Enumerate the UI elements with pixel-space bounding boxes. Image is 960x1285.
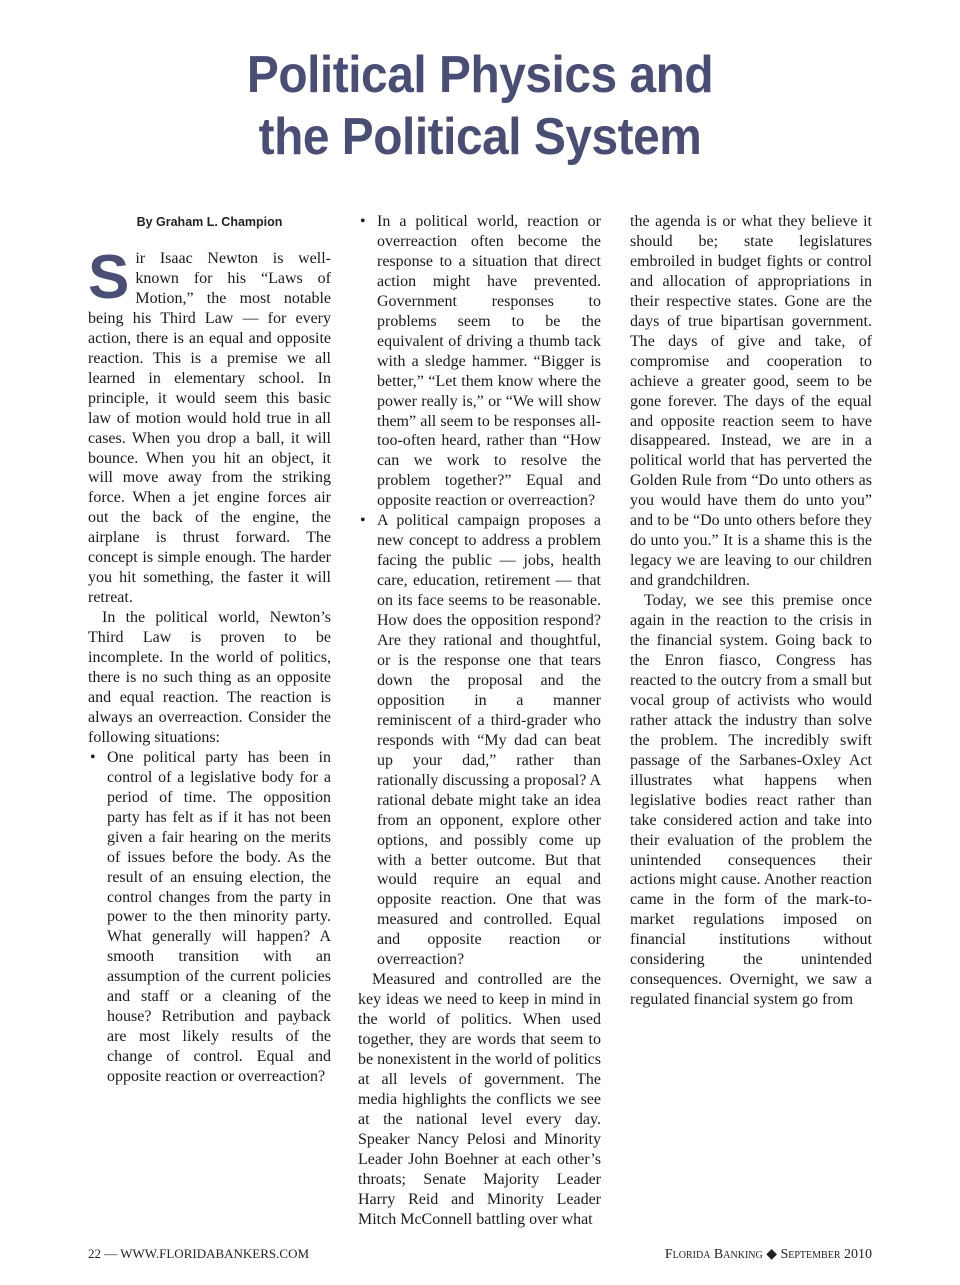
footer-page-url: 22 — WWW.FLORIDABANKERS.COM <box>88 1246 310 1261</box>
paragraph-newton-incomplete: In the political world, Newton’s Third Law is proven to be incomplete. In the world of politics, there is no such thing as an opposite and equal reaction. The reaction is always an overreaction. Consider the following situations: <box>88 609 331 746</box>
column-2 <box>358 212 601 1230</box>
paragraph-measured-controlled-cont: the agenda is or what they believe it should be; state legislatures embroiled in budget fights or control and allocation of appropriations in their respective states. Gone are the days of true bipartisan government. The days of give and take, of compromise and cooperation to achieve a greater good, seem to be gone forever. The days of the equal and opposite reaction seem to have disappeared. Instead, we are in a political world that has perverted the Golden Rule from “Do unto others as you would have them do unto you” and to be “Do unto others before they do unto you.” It is a shame this is the legacy we are leaving to our children and grandchildren. <box>630 213 872 590</box>
paragraph-measured-controlled: Measured and controlled are the key ideas we need to keep in mind in the world of politics. When used together, they are words that seem to be nonexistent in the world of politics at all levels of government. The media highlights the conflicts we see at the national level every day. Speaker Nancy Pelosi and Minority Leader John Boehner at each other’s throats; Senate Majority Leader Harry Reid and Minority Leader Mitch McConnell battling over what <box>358 971 601 1228</box>
situations-list-cont <box>358 212 601 970</box>
list-item-overreaction <box>358 212 601 511</box>
footer-publication: Florida Banking ◆ September 2010 <box>664 1247 872 1262</box>
situations-list <box>88 748 331 1087</box>
column-3 <box>630 212 872 1010</box>
article-title <box>38 44 921 168</box>
list-item-campaign: • A political campaign proposes a new concept to address a problem facing the public — jobs, health care, education, retirement — that on its face seems to be reasonable. How does the opposition respond? Are they rational and thoughtful, or is the response one that tears down the proposal and the opposition in a manner reminiscent of a third-grader who responds with “My dad can beat up your dad,” rather than rationally discussing a proposal? A rational debate might take an idea from an opponent, explore other options, and possibly come up with a better outcome. But that would require an equal and opposite reaction. One that was measured and controlled. Equal and opposite reaction or overreaction? <box>358 511 601 970</box>
title-line-2: the Political System <box>258 108 702 166</box>
paragraph-intro <box>88 243 331 608</box>
column-1 <box>88 212 331 1087</box>
paragraph-financial-crisis: Today, we see this premise once again in the reaction to the crisis in the financial system. Going back to the Enron fiasco, Congress has reacted to the outcry from a small but vocal group of activists who would rather attack the industry than solve the problem. The incredibly swift passage of the Sarbanes-Oxley Act illustrates what happens when legislative bodies react rather than take considered action and take into their evaluation of the problem the unintended consequences their actions might cause. Another reaction came in the form of the mark-to-market regulations imposed on financial institutions without considering the unintended consequences. Overnight, we saw a regulated financial system go from <box>630 592 872 1009</box>
intro-text: ir Isaac Newton is well-known for his “Laws of Motion,” the most notable being his Third Law — for every action, there is an equal and opposite reaction. This is a premise we all learned in elementary school. In principle, it would seem this basic law of motion would hold true in all cases. When you drop a ball, it will bounce. When you hit an object, it will move away from the striking force. When a jet engine forces air out the back of the engine, the airplane is thrust forward. The concept is simple enough. The harder you hit something, the faster it will retreat. <box>88 250 331 607</box>
title-line-1: Political Physics and <box>246 46 714 104</box>
list-item-party-control: • One political party has been in control of a legislative body for a period of time. The opposition party has felt as if it has not been given a fair hearing on the merits of issues before the body. As the result of an ensuing election, the control changes from the party in power to the then minority party. What generally will happen? A smooth transition with an assumption of the current policies and staff or a cleaning of the house? Retribution and payback are most likely results of the change of control. Equal and opposite reaction or overreaction? <box>88 748 331 1087</box>
bullet2-text: In a political world, reaction or overreaction often become the response to a situation that direct action might have prevented. Government responses to problems seem to be the equivalent of driving a thumb tack with a sledge hammer. “Bigger is better,” “Let them know where the power really is,” or “We will show them” all seem to be responses all-too-often heard, rather than “How can we work to resolve the problem together?” Equal and opposite reaction or overreaction? <box>377 213 601 510</box>
drop-cap: S <box>88 243 130 312</box>
byline: By Graham L. Champion <box>136 215 283 229</box>
